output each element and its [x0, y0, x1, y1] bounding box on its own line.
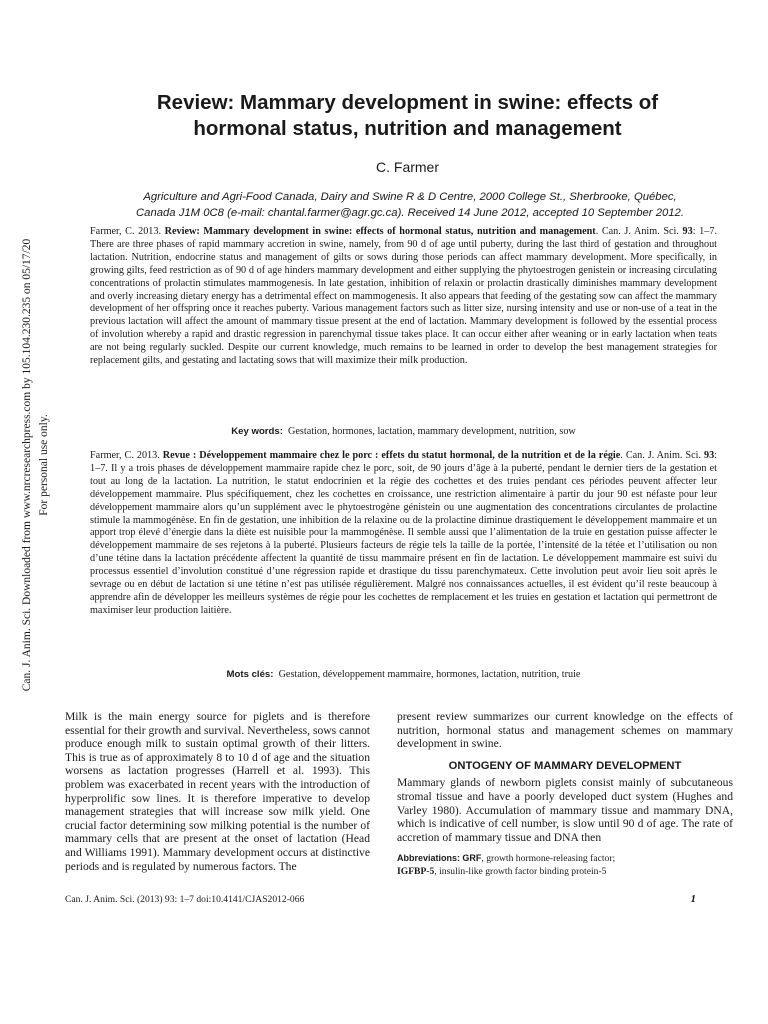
section-heading-ontogeny: ONTOGENY OF MAMMARY DEVELOPMENT [448, 759, 682, 772]
keywords-fr-text: Gestation, développement mammaire, hormones, lactation, nutrition, truie [278, 669, 581, 680]
keywords-french [90, 669, 717, 680]
author-affiliation [60, 189, 760, 221]
keywords-en-label: Key words: [231, 426, 283, 437]
article-title-line2: hormonal status, nutrition and management [193, 117, 622, 140]
download-watermark-text [19, 239, 53, 691]
download-watermark-line2: For personal use only. [38, 414, 50, 516]
abstract-fr-journal: . Can. J. Anim. Sci. [620, 450, 704, 461]
abstract-french [90, 450, 717, 618]
article-title [80, 90, 735, 142]
abstract-en-volume: 93 [682, 226, 693, 237]
body-right-paragraph-2: Mammary glands of newborn piglets consist mainly of subcutaneous stromal tissue and have a poorly developed duct system (Hughes and Varley 1980). Accumulation of mammary tissue and mammary DNA, which is indicative of cell number, is slow until 90 d of age. The rate of accretion of mammary tissue and DNA then [397, 776, 733, 844]
keywords-english [90, 426, 717, 437]
abstract-fr-body: : 1–7. Il y a trois phases de développement mammaire rapide chez le porc, soit, de 90 jours d’âge à la puberté, pendant le dernier tiers de la gestation et tout au long de la lactation. La nutrition, le statut endocrinien et la régie des cochettes et des truies pendant ces périodes peuvent affecter leur développement mammaire. Plus spécifiquement, chez les cochettes en croissance, une restriction alimentaire à partir du jour 90 est néfaste pour leur développement mammaire alors qu’un supplément avec le phytoestrogène génistein ou une augmentation des concentrations circulantes de prolactine stimule la mammogénèse. En fin de gestation, une inhibition de la relaxine ou de la prolactine diminue drastiquement le développement mammaire et un apport trop élevé d’énergie dans la diète est nuisible pour la mammogénèse. Il semble aussi que l’alimentation de la truie en gestation puisse affecter le développement mammaire de ses rejetons à la puberté. Plusieurs facteurs de régie tels la taille de la portée, l’intensité de la tétée et l’utilisation ou non d’une tétine dans la lactation précédente affectent la quantité de tissu mammaire présent en fin de lactation. Le développement mammaire est suivi du processus essentiel d’involution constitué d’une régression rapide et drastique du tissu parenchymateux. Cette involution peut avoir lieu soit après le sevrage ou en début de lactation si une tétine n’est pas utilisée régulièrement. Malgré nos connaissances actuelles, il est évident qu’il reste beaucoup à apprendre afin de développer les meilleurs systèmes de régie pour les cochettes de remplacement et les truies en gestation et lactation qui permettront de maximiser leur production laitière. [90, 450, 717, 616]
abstract-en-title: Review: Mammary development in swine: effects of hormonal status, nutrition and management [164, 226, 596, 237]
abstract-fr-title: Revue : Développement mammaire chez le porc : effets du statut hormonal, de la nutrition et de la régie [162, 450, 621, 461]
abstract-en-cite: Farmer, C. 2013. [90, 226, 165, 237]
author-name: C. Farmer [376, 159, 439, 175]
download-watermark [10, 240, 62, 690]
download-watermark-line1: Can. J. Anim. Sci. Downloaded from www.nrcresearchpress.com by 105.104.230.235 on 05/17/20 [21, 238, 33, 692]
page-number: 1 [690, 893, 696, 905]
journal-citation-footer: Can. J. Anim. Sci. (2013) 93: 1–7 doi:10.4141/CJAS2012-066 [65, 894, 305, 905]
abbreviations-footnote [397, 852, 733, 878]
abstract-fr-volume: 93 [703, 450, 715, 461]
abbrev-grf-def: , growth hormone-releasing factor; [481, 853, 616, 864]
abstract-fr-cite: Farmer, C. 2013. [90, 450, 163, 461]
keywords-fr-label: Mots clés: [226, 669, 274, 680]
body-left-paragraph: Milk is the main energy source for piglets and is therefore essential for their growth and survival. Nevertheless, sows cannot produce enough milk to sustain optimal growth of their litters. This is true as of approximately 8 to 10 d of age and the situation worsens as lactation progresses (Harrell et al. 1993). This problem was exacerbated in recent years with the introduction of hyperprolific sow lines. It is therefore imperative to develop management strategies that will increase sow milk yield. One crucial factor determining sow milking potential is the number of mammary cells that are present at the onset of lactation (Head and Williams 1991). Mammary development occurs at distinctive periods and is regulated by numerous factors. The [65, 710, 370, 873]
affiliation-line1: Agriculture and Agri-Food Canada, Dairy and Swine R & D Centre, 2000 College St., Sherbrooke, Québec, [143, 191, 677, 203]
abstract-en-journal: . Can. J. Anim. Sci. [595, 226, 683, 237]
abstract-english [90, 226, 717, 368]
body-column-right [397, 710, 733, 844]
body-column-left [65, 710, 370, 873]
abbreviations-label: Abbreviations: [397, 853, 461, 863]
abbrev-igfbp-def: , insulin-like growth factor binding protein-5 [434, 865, 607, 877]
body-right-paragraph: present review summarizes our current knowledge on the effects of nutrition, hormonal status and management schemes on mammary development in swine. [397, 710, 733, 751]
abbrev-grf-term: GRF [462, 853, 482, 863]
article-title-line1: Review: Mammary development in swine: effects of [156, 91, 659, 114]
abstract-en-body: : 1–7. There are three phases of rapid mammary accretion in swine, namely, from 90 d of age until puberty, during the last third of gestation and throughout lactation. Nutrition, endocrine status and management of gilts or sows during those periods can affect mammary development. More specifically, in growing gilts, feed restriction as of 90 d of age hinders mammary development and either supplying the phytoestrogen genistein or increasing circulating concentrations of prolactin stimulates mammogenesis. In late gestation, inhibition of relaxin or prolactin drastically diminishes mammary development and overly increasing dietary energy has a detrimental effect on mammogenesis. It also appears that feeding of the gestating sow can affect the mammary development of her offspring once it reaches puberty. Various management factors such as litter size, nursing intensity and use or non-use of a teat in the previous lactation will affect the amount of mammary tissue present at the end of lactation. Mammary development is followed by the essential process of involution whereby a rapid and drastic regression in parenchymal tissue takes place. It can occur either after weaning or in early lactation when teats are not being regularly suckled. Despite our current knowledge, much remains to be learned in order to develop the best management strategies for replacement gilts, and gestating and lactating sows that will maximize their milk production. [90, 226, 717, 367]
abbrev-igfbp-term: IGFBP-5 [397, 865, 435, 877]
affiliation-line2: Canada J1M 0C8 (e-mail: chantal.farmer@agr.gc.ca). Received 14 June 2012, accepted 10 September 2012. [136, 207, 684, 219]
keywords-en-text: Gestation, hormones, lactation, mammary development, nutrition, sow [288, 426, 576, 437]
